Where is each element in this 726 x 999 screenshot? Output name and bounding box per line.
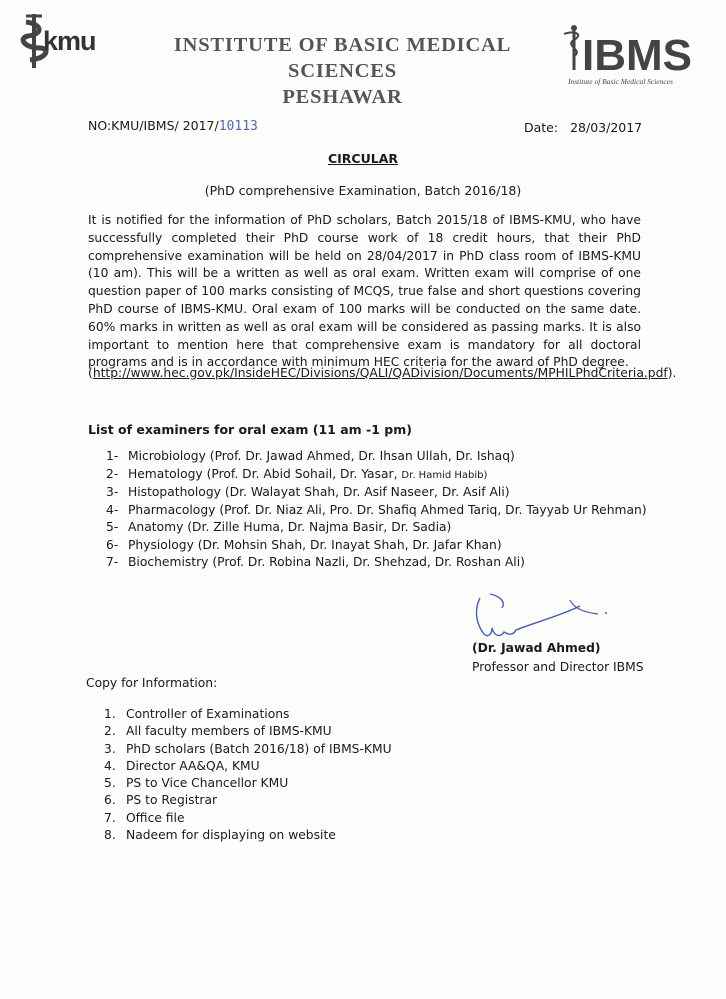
institute-name [130,32,555,110]
list-item-text: Director AA&QA, KMU [126,758,260,773]
list-item [106,554,647,572]
list-item-number: 1. [104,707,116,721]
list-item [106,537,647,555]
list-item-text: Controller of Examinations [126,707,290,721]
list-item [106,448,647,466]
list-item [104,792,392,809]
date-value: 28/03/2017 [570,120,643,135]
list-item [104,723,392,740]
reference-number [88,118,258,134]
examiners-heading: List of examiners for oral exam (11 am -1 pm) [88,422,412,437]
list-item-text: Physiology (Dr. Mohsin Shah, Dr. Inayat Shah, Dr. Jafar Khan) [128,537,502,552]
ibms-logo-text: IBMS [582,31,692,80]
list-item-number: 4- [106,502,119,517]
list-item-text: Biochemistry (Prof. Dr. Robina Nazli, Dr. Shehzad, Dr. Roshan Ali) [128,555,525,569]
handwritten-signature [470,590,610,645]
list-item-number: 8. [104,828,116,843]
list-item-text: Hematology (Prof. Dr. Abid Sohail, Dr. Yasar, [128,466,402,481]
list-item [104,741,392,758]
list-item [106,502,647,520]
list-item-number: 4. [104,758,116,773]
institute-name-line2: PESHAWAR [282,86,403,108]
list-item-number: 6. [104,793,116,808]
hec-criteria-link-line [88,365,677,383]
list-item-text: Histopathology (Dr. Walayat Shah, Dr. Asif Naseer, Dr. Asif Ali) [128,485,510,499]
list-item-number: 2- [106,466,119,481]
list-item-number: 3. [104,741,116,756]
signature-drawing [470,590,610,645]
list-item [106,519,647,537]
handwritten-reference-number: 10113 [218,119,258,134]
list-item-text: Microbiology (Prof. Dr. Jawad Ahmed, Dr. Ihsan Ullah, Dr. Ishaq) [128,449,515,463]
ibms-logo-subtitle: Institute of Basic Medical Sciences [568,77,673,86]
date-label: Date: [524,120,559,135]
list-item [106,484,647,502]
document-date [524,120,642,135]
list-item-number: 6- [106,537,119,552]
list-item [104,706,392,723]
reference-prefix: NO:KMU/IBMS/ 2017/ [88,118,219,133]
notice-body: It is notified for the information of PhD scholars, Batch 2015/18 of IBMS-KMU, who have successfully completed their PhD course work of 18 credit hours, that their PhD comprehensive examination will be held on 28/04/2017 in PhD class room of IBMS-KMU (10 am). This will be a written as well as oral exam. Written exam will comprise of one question paper of 100 marks consisting of MCQS, true false and short questions covering PhD course of IBMS-KMU. Oral exam of 100 marks will be conducted on the same date. 60% marks in written as well as oral exam will be considered as passing marks. It is also important to mention here that comprehensive exam is mandatory for all doctoral programs and is in accordance with minimum HEC criteria for the award of PhD degree. [88,213,641,370]
list-item-text-small: Dr. Hamid Habib) [401,469,488,481]
circular-title: CIRCULAR [327,151,399,166]
list-item-text: All faculty members of IBMS-KMU [126,724,332,739]
link-open-paren: ( [88,366,93,380]
list-item-text: Office file [126,810,185,825]
list-item-number: 7- [106,555,119,569]
list-item-text: PS to Vice Chancellor KMU [126,776,289,791]
list-item-number: 5. [104,776,116,791]
list-item-text: Pharmacology (Prof. Dr. Niaz Ali, Pro. Dr. Shafiq Ahmed Tariq, Dr. Tayyab Ur Rehman) [128,502,647,517]
institute-name-line1: INSTITUTE OF BASIC MEDICAL SCIENCES [173,34,512,82]
list-item [104,775,392,792]
list-item [106,466,647,485]
circular-subtitle: (PhD comprehensive Examination, Batch 2016/18) [204,183,522,198]
copy-heading: Copy for Information: [86,676,218,690]
link-close-paren: ). [667,366,677,380]
list-item [104,810,392,827]
list-item-number: 1- [106,449,119,463]
copy-list [104,706,392,844]
hec-criteria-link[interactable]: http://www.hec.gov.pk/InsideHEC/Divisions/QALI/QADivision/Documents/MPHILPhdCriteria.pdf [92,366,668,380]
ibms-logo-mark [560,20,692,80]
list-item-number: 3- [106,485,119,499]
list-item-number: 7. [104,810,116,825]
list-item-text: Anatomy (Dr. Zille Huma, Dr. Najma Basir, Dr. Sadia) [128,520,452,534]
kmu-logo-text: kmu [43,26,96,56]
signatory-name: (Dr. Jawad Ahmed) [472,641,601,655]
list-item-text: Nadeem for displaying on website [126,828,336,843]
list-item-number: 5- [106,520,119,534]
list-item [104,758,392,775]
list-item-text: PhD scholars (Batch 2016/18) of IBMS-KMU [126,741,392,756]
signatory-designation: Professor and Director IBMS [472,660,644,674]
list-item [104,827,392,844]
list-item-number: 2. [104,724,116,739]
list-item-text: PS to Registrar [126,793,218,808]
examiners-list [106,448,647,572]
